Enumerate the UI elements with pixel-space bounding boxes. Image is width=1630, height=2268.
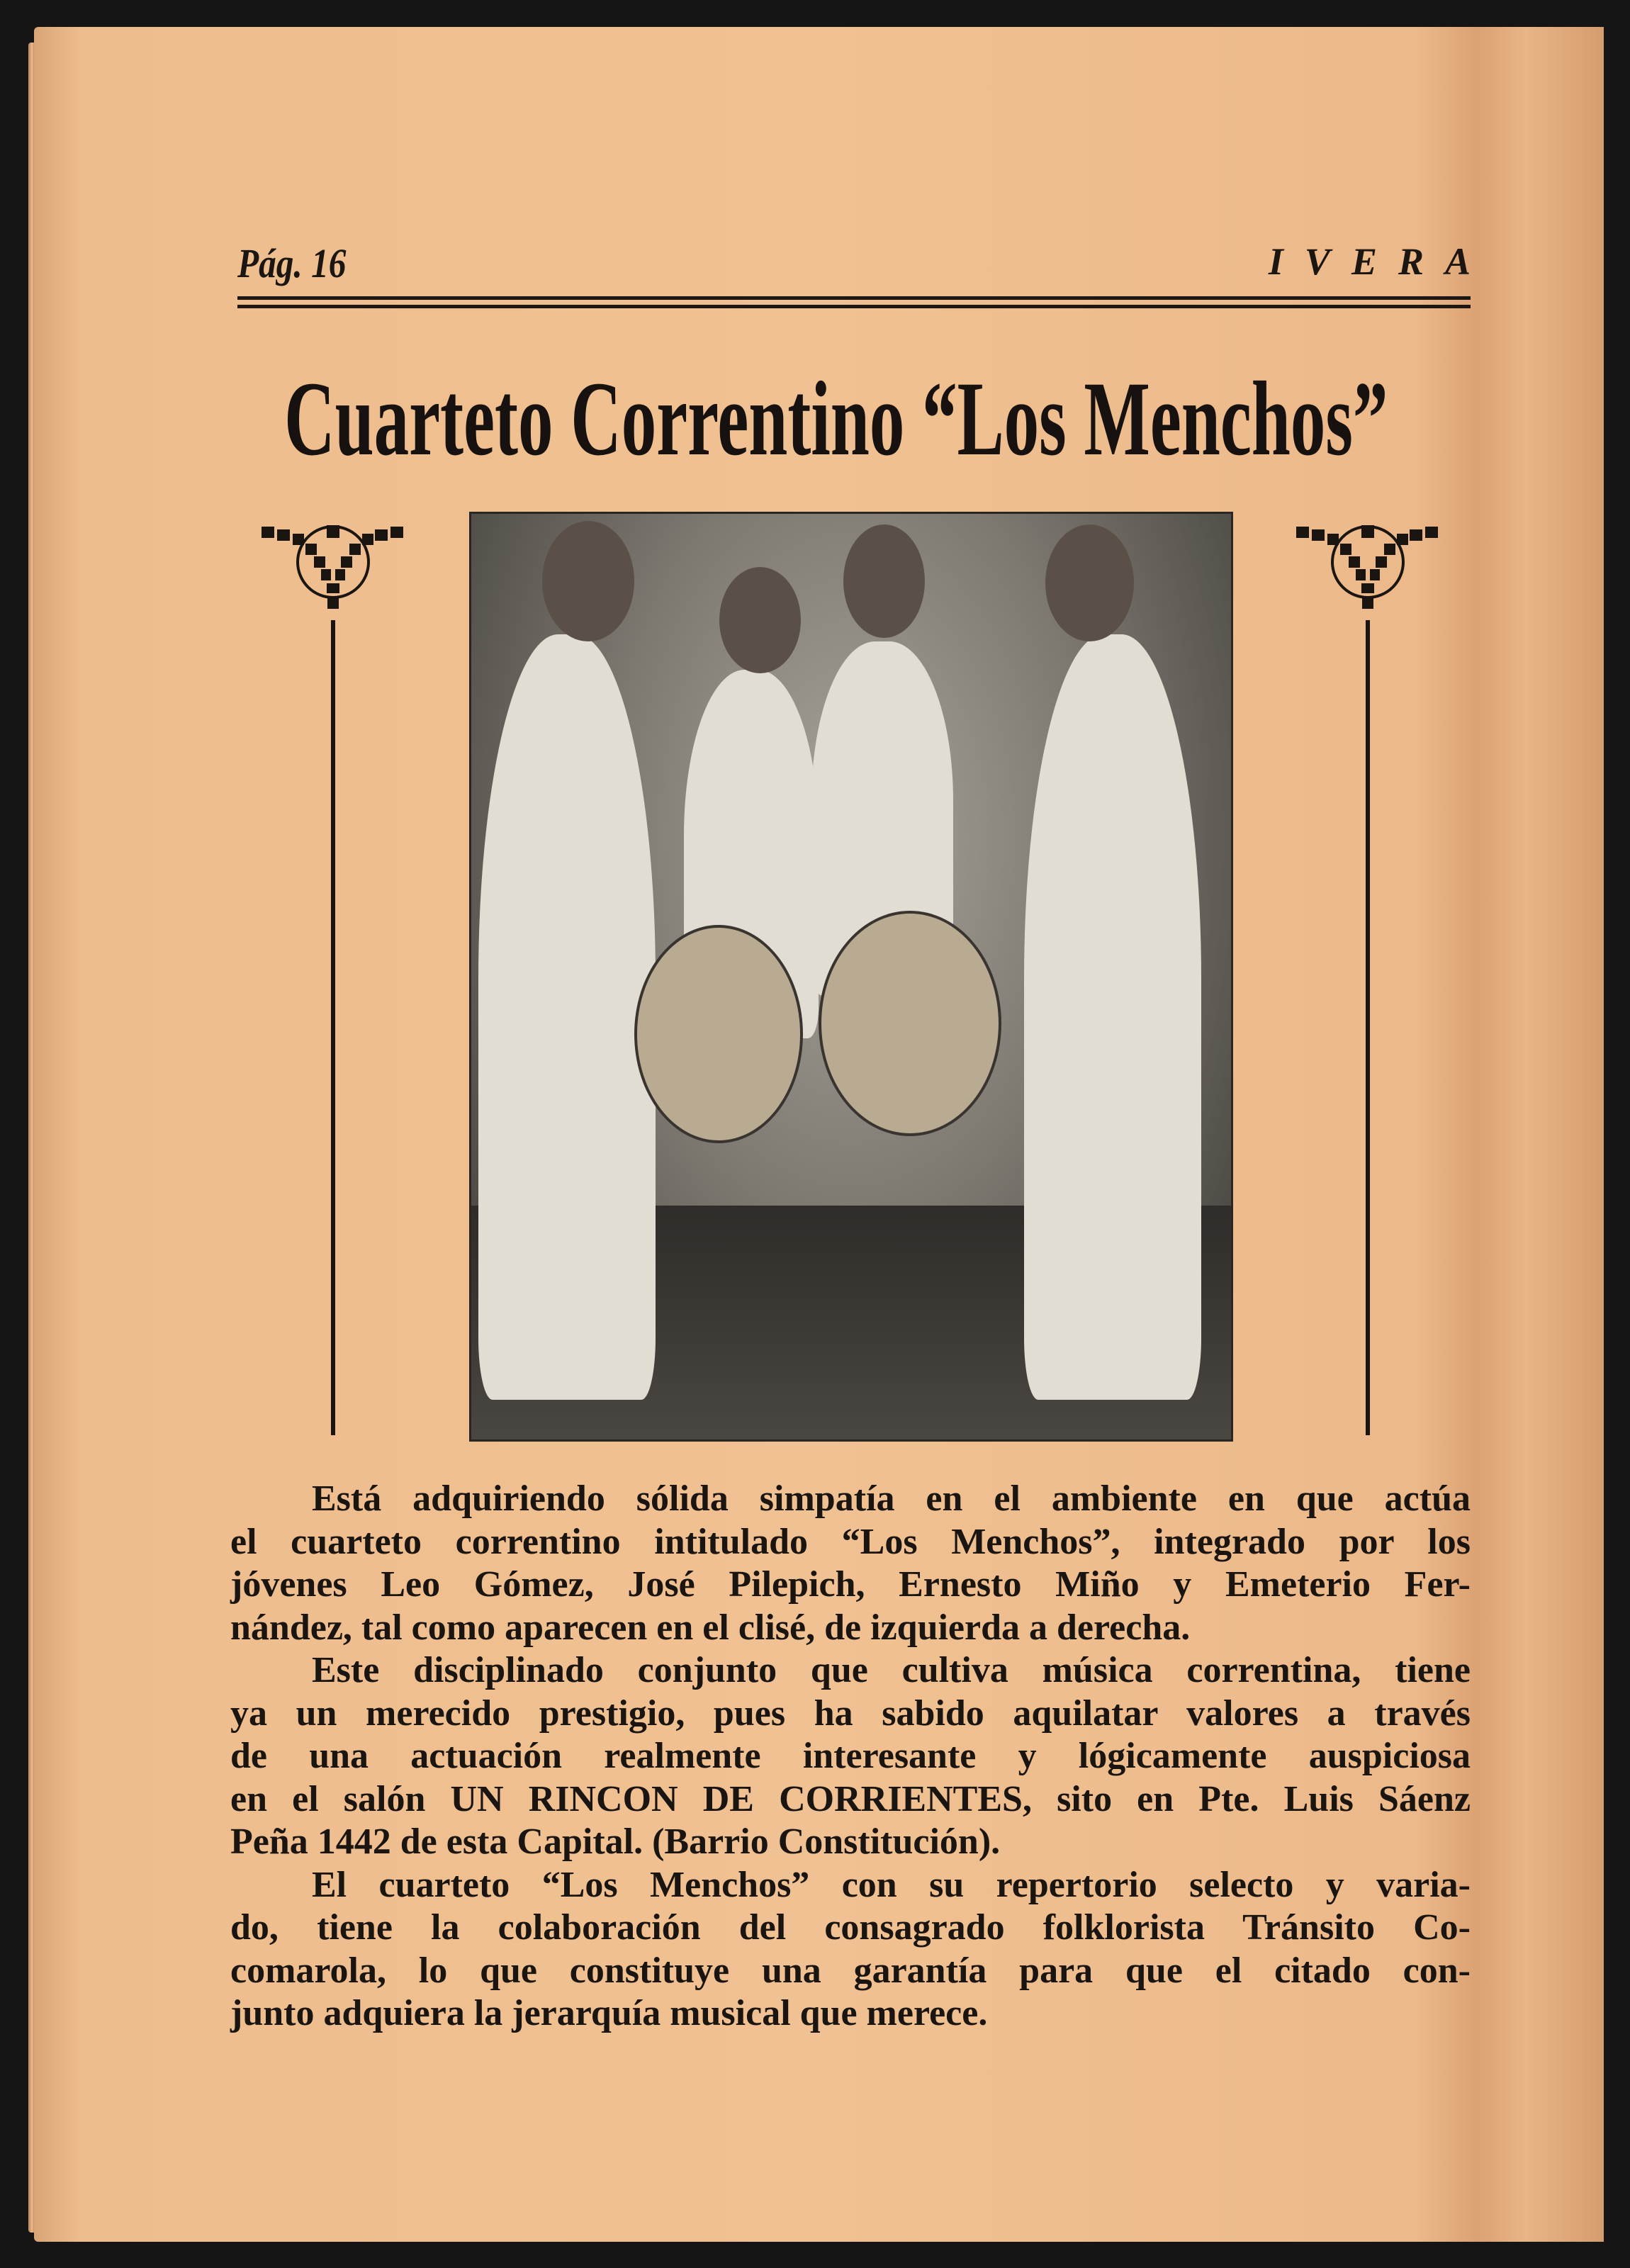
musician-2-head [719,567,801,673]
text-line: jóvenes Leo Gómez, José Pilepich, Ernesto Miño y Emeterio Fer- [230,1564,1471,1605]
text-line: en el salón UN RINCON DE CORRIENTES, sito en Pte. Luis Sáenz [230,1778,1471,1819]
magazine-name: IVERA [1268,240,1492,283]
text-line: Peña 1442 de esta Capital. (Barrio Constitución). [230,1821,1001,1862]
text-line: ya un merecido prestigio, pues ha sabido aquilatar valores a través [230,1692,1471,1734]
running-header [237,240,1492,289]
text-line: comarola, lo que constituye una garantía para que el citado con- [230,1950,1471,1991]
musician-3-head [843,524,925,638]
text-line: Este disciplinado conjunto que cultiva música correntina, tiene [312,1650,1471,1690]
text-line: el cuarteto correntino intitulado “Los Menchos”, integrado por los [230,1521,1471,1562]
page-number: Pág. 16 [237,240,347,286]
quartet-photo [469,512,1233,1442]
guitar-right [819,911,1001,1136]
text-line: nández, tal como aparecen en el clisé, de izquierda a derecha. [230,1607,1191,1648]
right-ornament-icon [1293,521,1442,1439]
article-title-text: Cuarteto Correntino “Los Menchos” [284,360,1388,478]
text-line: Está adquiriendo sólida simpatía en el ambiente en que actúa [312,1478,1471,1519]
left-ornament-icon [259,521,408,1439]
header-rule-top [237,296,1471,300]
text-line: El cuarteto “Los Menchos” con su repertorio selecto y varia- [312,1864,1471,1905]
text-line: junto adquiera la jerarquía musical que merece. [230,1993,988,2033]
musician-1 [478,634,656,1400]
musician-4-head [1045,524,1134,641]
article-title [0,358,1630,480]
musician-1-head [542,521,634,641]
musician-4 [1024,634,1201,1400]
guitar-left [634,925,803,1143]
text-line: do, tiene la colaboración del consagrado folklorista Tránsito Co- [230,1907,1471,1948]
text-line: de una actuación realmente interesante y lógicamente auspiciosa [230,1736,1471,1776]
header-rule-bottom [237,305,1471,308]
article-body [230,1478,1471,2036]
